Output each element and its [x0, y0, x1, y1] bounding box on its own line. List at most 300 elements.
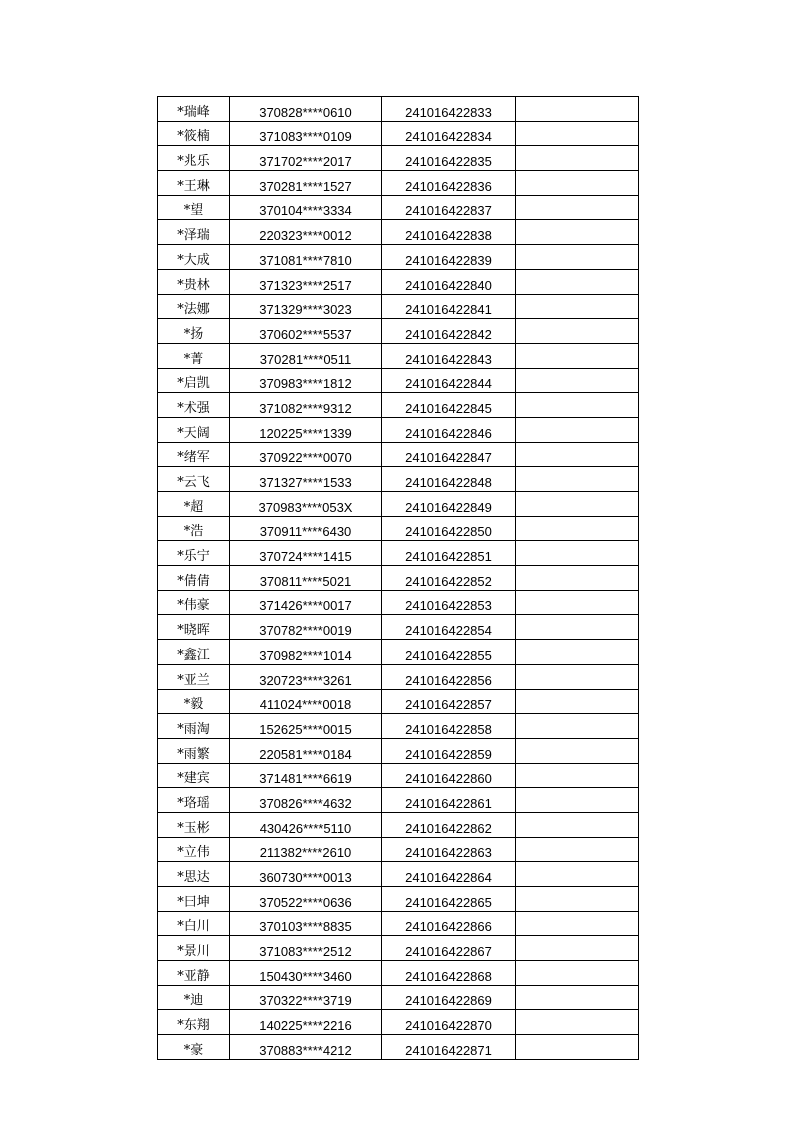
id-number-cell-text: 211382****2610 [259, 845, 352, 861]
name-cell [158, 1035, 230, 1060]
table-row [158, 467, 639, 492]
certificate-number-cell [382, 417, 516, 442]
name-cell [158, 1010, 230, 1035]
certificate-number-cell [382, 590, 516, 615]
name-cell [158, 492, 230, 517]
certificate-number-cell-text: 241016422857 [405, 697, 492, 713]
name-cell [158, 220, 230, 245]
table-row [158, 936, 639, 961]
certificate-number-cell [382, 763, 516, 788]
certificate-number-cell-text: 241016422859 [405, 746, 492, 762]
table-row [158, 121, 639, 146]
certificate-number-cell [382, 1035, 516, 1060]
id-number-cell-text: 370983****1812 [259, 376, 352, 392]
id-number-cell-text: 371481****6619 [259, 771, 352, 787]
certificate-number-cell [382, 887, 516, 912]
remark-cell [516, 417, 639, 442]
remark-cell [516, 911, 639, 936]
id-number-cell [230, 541, 382, 566]
table-row [158, 961, 639, 986]
name-cell-text: *白川 [177, 919, 210, 935]
certificate-number-cell-text: 241016422841 [405, 302, 492, 318]
id-number-cell-text: 370811****5021 [259, 573, 352, 589]
certificate-number-cell [382, 738, 516, 763]
name-cell-text: *东翔 [177, 1018, 210, 1034]
id-number-cell [230, 985, 382, 1010]
name-cell [158, 541, 230, 566]
name-cell [158, 97, 230, 122]
id-number-cell-text: 370883****4212 [259, 1042, 352, 1058]
remark-cell [516, 467, 639, 492]
certificate-number-cell-text: 241016422863 [405, 845, 492, 861]
id-number-cell [230, 615, 382, 640]
id-number-cell [230, 887, 382, 912]
id-number-cell-text: 371329****3023 [259, 302, 352, 318]
certificate-number-cell [382, 689, 516, 714]
name-cell [158, 985, 230, 1010]
remark-cell [516, 368, 639, 393]
id-number-cell-text: 360730****0013 [259, 870, 352, 885]
name-cell [158, 936, 230, 961]
name-cell-text: *珞瑶 [177, 795, 210, 811]
remark-cell [516, 442, 639, 467]
certificate-number-cell-text: 241016422833 [405, 104, 492, 120]
name-cell-text: *大成 [177, 252, 210, 268]
id-number-cell [230, 936, 382, 961]
table-row [158, 664, 639, 689]
name-cell-text: *玉彬 [177, 820, 210, 836]
name-cell-text: *豪 [183, 1042, 204, 1058]
certificate-number-cell-text: 241016422835 [405, 154, 492, 170]
id-number-cell [230, 812, 382, 837]
table-row [158, 689, 639, 714]
name-cell [158, 664, 230, 689]
id-number-cell-text: 370911****6430 [259, 524, 352, 540]
table-row [158, 319, 639, 344]
id-number-cell-text: 370322****3719 [259, 993, 352, 1009]
certificate-number-cell [382, 714, 516, 739]
certificate-number-cell [382, 294, 516, 319]
name-cell [158, 788, 230, 813]
name-cell [158, 171, 230, 196]
certificate-number-cell-text: 241016422853 [405, 598, 492, 614]
remark-cell [516, 393, 639, 418]
name-cell [158, 294, 230, 319]
table-row [158, 368, 639, 393]
name-cell-text: *菁 [183, 351, 204, 367]
certificate-number-cell [382, 97, 516, 122]
id-number-cell-text: 370522****0636 [259, 894, 352, 910]
certificate-number-cell-text: 241016422847 [405, 450, 492, 466]
id-number-cell [230, 245, 382, 270]
table-row [158, 146, 639, 171]
name-cell [158, 911, 230, 936]
certificate-number-cell-text: 241016422851 [405, 549, 492, 565]
id-number-cell [230, 442, 382, 467]
roster-table [157, 96, 639, 1060]
certificate-number-cell [382, 467, 516, 492]
name-cell [158, 640, 230, 665]
certificate-number-cell [382, 812, 516, 837]
id-number-cell-text: 220323****0012 [259, 228, 352, 244]
certificate-number-cell [382, 640, 516, 665]
certificate-number-cell-text: 241016422861 [405, 795, 492, 811]
certificate-number-cell-text: 241016422840 [405, 277, 492, 293]
id-number-cell-text: 371082****9312 [259, 400, 352, 416]
name-cell [158, 319, 230, 344]
certificate-number-cell-text: 241016422848 [405, 475, 492, 490]
certificate-number-cell-text: 241016422868 [405, 968, 492, 984]
id-number-cell [230, 1010, 382, 1035]
certificate-number-cell [382, 566, 516, 591]
id-number-cell [230, 590, 382, 615]
id-number-cell-text: 370782****0019 [259, 623, 352, 639]
certificate-number-cell [382, 269, 516, 294]
name-cell [158, 121, 230, 146]
table-row [158, 269, 639, 294]
id-number-cell-text: 370281****1527 [259, 178, 352, 194]
name-cell-text: *雨淘 [177, 721, 210, 737]
name-cell [158, 343, 230, 368]
certificate-number-cell-text: 241016422858 [405, 721, 492, 737]
certificate-number-cell [382, 220, 516, 245]
certificate-number-cell [382, 541, 516, 566]
table-row [158, 294, 639, 319]
table-row [158, 788, 639, 813]
certificate-number-cell [382, 245, 516, 270]
name-cell [158, 195, 230, 220]
certificate-number-cell [382, 615, 516, 640]
table-row [158, 738, 639, 763]
table-row [158, 763, 639, 788]
id-number-cell [230, 220, 382, 245]
name-cell [158, 689, 230, 714]
id-number-cell-text: 370828****0610 [259, 104, 352, 120]
name-cell-text: *景川 [177, 944, 210, 960]
name-cell-text: *云飞 [177, 475, 210, 490]
table-row [158, 862, 639, 887]
id-number-cell-text: 371323****2517 [259, 277, 352, 293]
table-row [158, 541, 639, 566]
remark-cell [516, 516, 639, 541]
table-row [158, 516, 639, 541]
certificate-number-cell-text: 241016422854 [405, 623, 492, 639]
certificate-number-cell [382, 195, 516, 220]
name-cell-text: *王琳 [177, 178, 210, 194]
name-cell-text: *思达 [177, 870, 210, 885]
id-number-cell-text: 150430****3460 [259, 968, 352, 984]
table-row [158, 1035, 639, 1060]
remark-cell [516, 590, 639, 615]
certificate-number-cell [382, 442, 516, 467]
id-number-cell [230, 714, 382, 739]
certificate-number-cell [382, 1010, 516, 1035]
table-row [158, 837, 639, 862]
remark-cell [516, 195, 639, 220]
certificate-number-cell-text: 241016422844 [405, 376, 492, 392]
name-cell-text: *鑫江 [177, 647, 210, 663]
certificate-number-cell-text: 241016422864 [405, 870, 492, 885]
certificate-number-cell-text: 241016422855 [405, 647, 492, 663]
certificate-number-cell-text: 241016422836 [405, 178, 492, 194]
id-number-cell-text: 371702****2017 [259, 154, 352, 170]
name-cell [158, 368, 230, 393]
id-number-cell [230, 788, 382, 813]
id-number-cell [230, 467, 382, 492]
id-number-cell [230, 961, 382, 986]
name-cell-text: *迪 [183, 993, 204, 1009]
name-cell [158, 566, 230, 591]
name-cell-text: *倩倩 [177, 573, 210, 589]
name-cell-text: *雨繁 [177, 746, 210, 762]
id-number-cell [230, 763, 382, 788]
name-cell [158, 269, 230, 294]
name-cell-text: *晓晖 [177, 623, 210, 639]
name-cell-text: *乐宁 [177, 549, 210, 565]
certificate-number-cell [382, 319, 516, 344]
certificate-number-cell [382, 911, 516, 936]
table-row [158, 245, 639, 270]
certificate-number-cell-text: 241016422838 [405, 228, 492, 244]
remark-cell [516, 714, 639, 739]
remark-cell [516, 319, 639, 344]
id-number-cell-text: 220581****0184 [259, 746, 352, 762]
table-row [158, 812, 639, 837]
name-cell-text: *毅 [183, 697, 204, 713]
id-number-cell [230, 738, 382, 763]
id-number-cell [230, 171, 382, 196]
name-cell-text: *曰坤 [177, 894, 210, 910]
id-number-cell [230, 640, 382, 665]
remark-cell [516, 738, 639, 763]
id-number-cell [230, 368, 382, 393]
id-number-cell [230, 319, 382, 344]
table-row [158, 343, 639, 368]
table-row [158, 417, 639, 442]
remark-cell [516, 245, 639, 270]
certificate-number-cell [382, 121, 516, 146]
id-number-cell-text: 140225****2216 [259, 1018, 352, 1034]
remark-cell [516, 343, 639, 368]
remark-cell [516, 615, 639, 640]
certificate-number-cell [382, 961, 516, 986]
certificate-number-cell-text: 241016422839 [405, 252, 492, 268]
id-number-cell-text: 371083****2512 [259, 944, 352, 960]
name-cell-text: *望 [183, 203, 204, 219]
id-number-cell-text: 371083****0109 [259, 129, 352, 145]
remark-cell [516, 936, 639, 961]
certificate-number-cell-text: 241016422834 [405, 129, 492, 145]
certificate-number-cell [382, 171, 516, 196]
remark-cell [516, 887, 639, 912]
name-cell [158, 467, 230, 492]
id-number-cell [230, 343, 382, 368]
id-number-cell-text: 370103****8835 [259, 919, 352, 935]
id-number-cell-text: 411024****0018 [259, 697, 352, 713]
remark-cell [516, 689, 639, 714]
name-cell [158, 615, 230, 640]
remark-cell [516, 492, 639, 517]
table-row [158, 615, 639, 640]
id-number-cell-text: 370922****0070 [259, 450, 352, 466]
table-row [158, 97, 639, 122]
table-row [158, 911, 639, 936]
certificate-number-cell-text: 241016422842 [405, 326, 492, 342]
table-row [158, 171, 639, 196]
name-cell-text: *伟豪 [177, 598, 210, 614]
name-cell [158, 862, 230, 887]
id-number-cell-text: 370724****1415 [259, 549, 352, 565]
id-number-cell [230, 911, 382, 936]
id-number-cell [230, 269, 382, 294]
table-row [158, 1010, 639, 1035]
name-cell [158, 417, 230, 442]
name-cell-text: *术强 [177, 400, 210, 416]
certificate-number-cell-text: 241016422846 [405, 425, 492, 441]
name-cell-text: *绪军 [177, 450, 210, 466]
certificate-number-cell-text: 241016422869 [405, 993, 492, 1009]
certificate-number-cell [382, 393, 516, 418]
name-cell-text: *超 [183, 499, 204, 515]
table-row [158, 566, 639, 591]
certificate-number-cell-text: 241016422837 [405, 203, 492, 219]
name-cell-text: *启凯 [177, 376, 210, 392]
id-number-cell-text: 152625****0015 [259, 721, 352, 737]
remark-cell [516, 121, 639, 146]
certificate-number-cell-text: 241016422866 [405, 919, 492, 935]
id-number-cell [230, 97, 382, 122]
certificate-number-cell-text: 241016422843 [405, 351, 492, 367]
id-number-cell [230, 417, 382, 442]
name-cell-text: *亚兰 [177, 672, 210, 688]
name-cell [158, 146, 230, 171]
id-number-cell-text: 430426****5110 [259, 820, 352, 836]
name-cell [158, 245, 230, 270]
name-cell [158, 961, 230, 986]
table-row [158, 887, 639, 912]
id-number-cell-text: 370826****4632 [259, 795, 352, 811]
name-cell-text: *立伟 [177, 845, 210, 861]
certificate-number-cell-text: 241016422852 [405, 573, 492, 589]
id-number-cell [230, 294, 382, 319]
remark-cell [516, 294, 639, 319]
remark-cell [516, 171, 639, 196]
remark-cell [516, 812, 639, 837]
id-number-cell-text: 371426****0017 [259, 598, 352, 614]
name-cell-text: *泽瑞 [177, 228, 210, 244]
name-cell [158, 442, 230, 467]
id-number-cell [230, 492, 382, 517]
table-row [158, 590, 639, 615]
id-number-cell [230, 566, 382, 591]
table-row [158, 492, 639, 517]
certificate-number-cell-text: 241016422867 [405, 944, 492, 960]
certificate-number-cell-text: 241016422862 [405, 820, 492, 836]
table-row [158, 220, 639, 245]
id-number-cell-text: 370983****053X [258, 499, 353, 515]
remark-cell [516, 837, 639, 862]
name-cell [158, 812, 230, 837]
table-row [158, 985, 639, 1010]
id-number-cell [230, 146, 382, 171]
name-cell-text: *贵林 [177, 277, 210, 293]
id-number-cell [230, 195, 382, 220]
certificate-number-cell-text: 241016422850 [405, 524, 492, 540]
certificate-number-cell [382, 862, 516, 887]
certificate-number-cell [382, 368, 516, 393]
id-number-cell-text: 370281****0511 [259, 351, 352, 367]
remark-cell [516, 220, 639, 245]
remark-cell [516, 985, 639, 1010]
id-number-cell-text: 371327****1533 [259, 475, 352, 490]
id-number-cell-text: 370602****5537 [259, 326, 352, 342]
certificate-number-cell-text: 241016422865 [405, 894, 492, 910]
remark-cell [516, 763, 639, 788]
id-number-cell-text: 370982****1014 [259, 647, 352, 663]
remark-cell [516, 146, 639, 171]
name-cell [158, 714, 230, 739]
certificate-number-cell [382, 936, 516, 961]
remark-cell [516, 862, 639, 887]
id-number-cell [230, 664, 382, 689]
name-cell [158, 837, 230, 862]
certificate-number-cell-text: 241016422870 [405, 1018, 492, 1034]
certificate-number-cell [382, 664, 516, 689]
certificate-number-cell-text: 241016422849 [405, 499, 492, 515]
id-number-cell [230, 837, 382, 862]
certificate-number-cell [382, 146, 516, 171]
certificate-number-cell-text: 241016422856 [405, 672, 492, 688]
name-cell-text: *兆乐 [177, 154, 210, 170]
name-cell [158, 887, 230, 912]
certificate-number-cell [382, 343, 516, 368]
certificate-number-cell [382, 492, 516, 517]
remark-cell [516, 541, 639, 566]
certificate-number-cell-text: 241016422860 [405, 771, 492, 787]
id-number-cell-text: 320723****3261 [259, 672, 352, 688]
remark-cell [516, 664, 639, 689]
name-cell [158, 590, 230, 615]
certificate-number-cell-text: 241016422845 [405, 400, 492, 416]
name-cell-text: *筱楠 [177, 129, 210, 145]
id-number-cell [230, 516, 382, 541]
name-cell-text: *法娜 [177, 302, 210, 318]
remark-cell [516, 961, 639, 986]
table-row [158, 714, 639, 739]
remark-cell [516, 1010, 639, 1035]
remark-cell [516, 1035, 639, 1060]
id-number-cell [230, 689, 382, 714]
certificate-number-cell [382, 837, 516, 862]
name-cell [158, 738, 230, 763]
remark-cell [516, 97, 639, 122]
remark-cell [516, 788, 639, 813]
id-number-cell [230, 862, 382, 887]
certificate-number-cell [382, 985, 516, 1010]
id-number-cell [230, 393, 382, 418]
certificate-number-cell [382, 788, 516, 813]
name-cell-text: *天阔 [177, 425, 210, 441]
id-number-cell [230, 121, 382, 146]
remark-cell [516, 566, 639, 591]
name-cell [158, 516, 230, 541]
table-row [158, 640, 639, 665]
remark-cell [516, 640, 639, 665]
id-number-cell [230, 1035, 382, 1060]
certificate-number-cell [382, 516, 516, 541]
remark-cell [516, 269, 639, 294]
id-number-cell-text: 371081****7810 [259, 252, 352, 268]
